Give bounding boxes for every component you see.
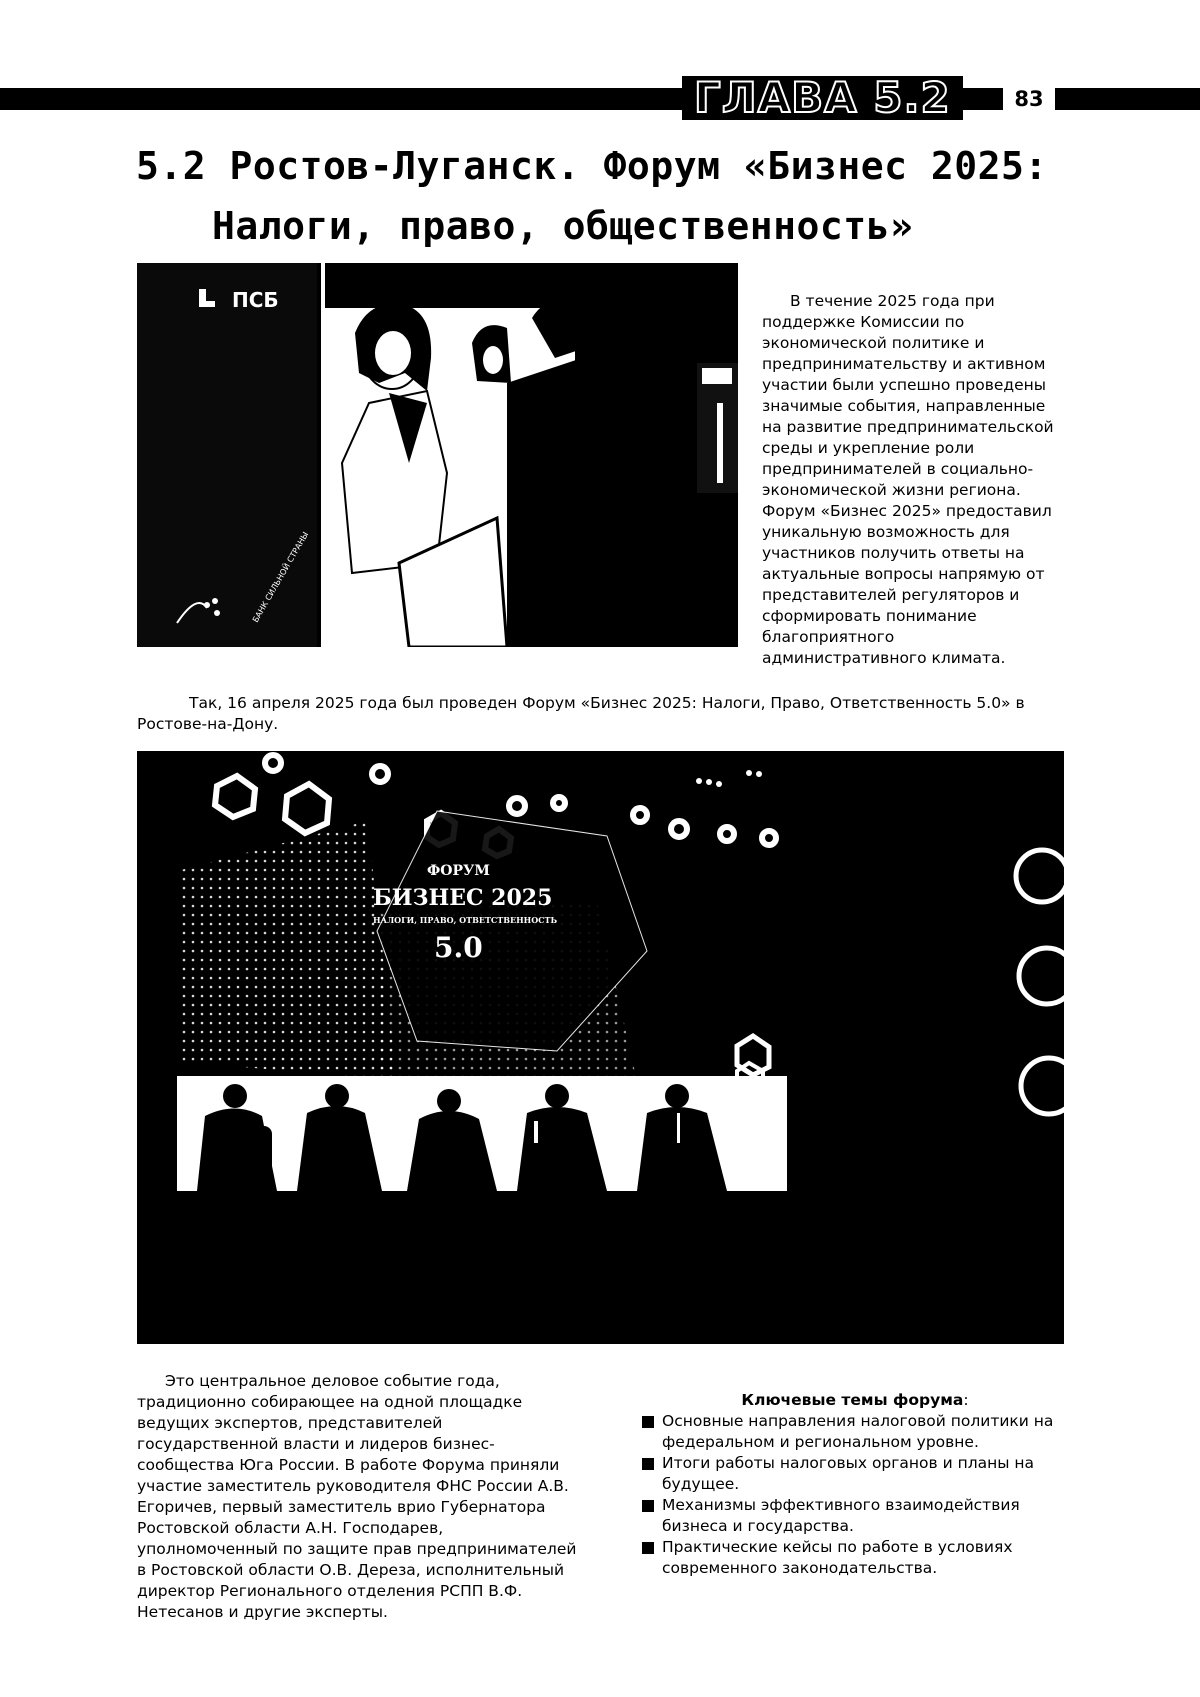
- page-number: 83: [1014, 87, 1044, 111]
- photo-booth: [137, 263, 738, 647]
- key-themes: [640, 1390, 1070, 1579]
- booth-small-caption: БАНК СИЛЬНОЙ СТРАНЫ: [250, 530, 311, 624]
- screen-kicker: ФОРУМ: [427, 863, 490, 879]
- intro-paragraph: В течение 2025 года при поддержке Комиссии по экономической политике и предпринимательству и активном участии были успешно проведены значимые события, направленные на развитие предпринимательской среды и укрепление роли предпринимателей в социально-экономической жизни региона. Форум «Бизнес 2025» предоставил уникальную возможность для участников получить ответы на актуальные вопросы напрямую от представителей регуляторов и сформировать понимание благоприятного административного климата.: [762, 292, 1054, 667]
- chapter-label: ГЛАВА 5.2: [682, 76, 963, 120]
- list-item: Итоги работы налоговых органов и планы на будущее.: [640, 1453, 1070, 1495]
- key-themes-list: [640, 1411, 1070, 1579]
- bullet-square-icon: [642, 1416, 654, 1428]
- bullet-square-icon: [642, 1500, 654, 1512]
- screen-version: 5.0: [434, 931, 483, 964]
- section-title-line1: 5.2 Ростов-Луганск. Форум «Бизнес 2025:: [136, 144, 1048, 188]
- section-title: [136, 136, 1136, 256]
- photo-forum-stage: [137, 751, 1064, 1344]
- photo-forum-stage-image: [137, 751, 1064, 1344]
- key-themes-title: Ключевые темы форума:: [741, 1391, 969, 1409]
- booth-sign-text: ПСБ: [232, 288, 279, 312]
- photo-booth-image: [137, 263, 738, 647]
- description-paragraph: Это центральное деловое событие года, традиционно собирающее на одной площадке ведущих экспертов, представителей государственной власти и лидеров бизнес-сообщества Юга России. В работе Форума приняли участие заместитель руководителя ФНС России А.В. Егоричев, первый заместитель врио Губернатора Ростовской области А.Н. Господарев, уполномоченный по защите прав предпринимателей в Ростовской области О.В. Дереза, исполнительный директор Регионального отделения РСПП В.Ф. Нетесанов и другие эксперты.: [137, 1372, 577, 1621]
- list-item: Механизмы эффективного взаимодействия бизнеса и государства.: [640, 1495, 1070, 1537]
- screen-title: БИЗНЕС 2025: [373, 885, 553, 911]
- bullet-square-icon: [642, 1458, 654, 1470]
- section-title-line2: Налоги, право, общественность»: [212, 204, 914, 248]
- bullet-square-icon: [642, 1542, 654, 1554]
- list-item: Основные направления налоговой политики на федеральном и региональном уровне.: [640, 1411, 1070, 1453]
- screen-subtitle: НАЛОГИ, ПРАВО, ОТВЕТСТВЕННОСТЬ: [373, 915, 558, 925]
- list-item: Практические кейсы по работе в условиях современного законодательства.: [640, 1537, 1070, 1579]
- forum-date-paragraph: Так, 16 апреля 2025 года был проведен Форум «Бизнес 2025: Налоги, Право, Ответственность 5.0» в Ростове-на-Дону.: [137, 694, 1025, 733]
